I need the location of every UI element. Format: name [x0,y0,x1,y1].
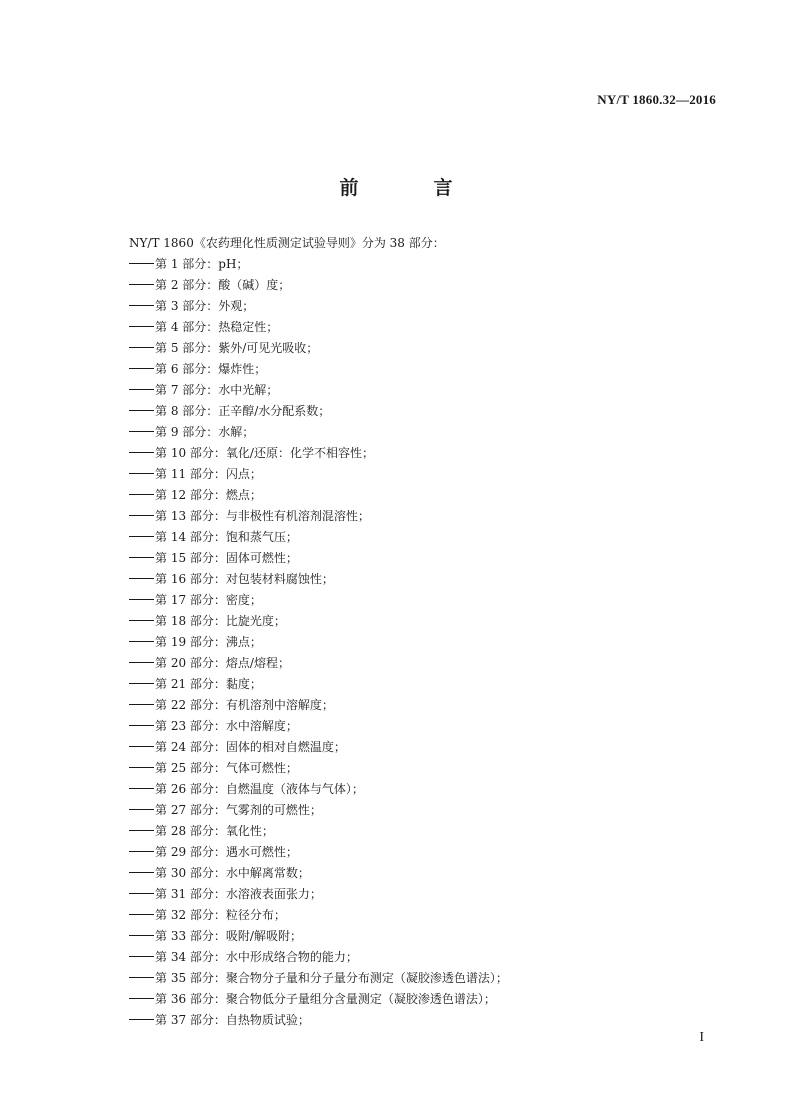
list-item-text: 第 17 部分：密度； [155,593,262,607]
list-item-text: 第 12 部分：燃点； [155,488,262,502]
em-dash-marker [129,1019,154,1020]
list-item-text: 第 28 部分：氧化性； [155,824,274,838]
list-item-text: 第 16 部分：对包装材料腐蚀性； [155,572,334,586]
list-item [129,422,709,443]
em-dash-marker [129,662,154,663]
list-item [129,338,709,359]
list-item [129,590,709,611]
list-item [129,464,709,485]
page-number: I [699,1030,704,1045]
list-item-text: 第 35 部分：聚合物分子量和分子量分布测定（凝胶渗透色谱法）； [155,971,508,985]
em-dash-marker [129,935,154,936]
intro-paragraph: NY/T 1860《农药理化性质测定试验导则》分为 38 部分： [129,236,445,250]
em-dash-marker [129,872,154,873]
em-dash-marker [129,767,154,768]
em-dash-marker [129,893,154,894]
list-item-text: 第 14 部分：饱和蒸气压； [155,530,298,544]
list-item [129,779,709,800]
list-item-text: 第 23 部分：水中溶解度； [155,719,298,733]
list-item-text: 第 1 部分：pH； [155,257,249,271]
em-dash-marker [129,998,154,999]
em-dash-marker [129,305,154,306]
list-item [129,1010,709,1031]
list-item [129,884,709,905]
em-dash-marker [129,473,154,474]
list-item [129,821,709,842]
list-item [129,758,709,779]
list-item [129,254,709,275]
list-item [129,653,709,674]
list-item [129,527,709,548]
em-dash-marker [129,683,154,684]
list-item-text: 第 15 部分：固体可燃性； [155,551,298,565]
list-item [129,632,709,653]
list-item-text: 第 33 部分：吸附/解吸附； [155,929,302,943]
em-dash-marker [129,746,154,747]
list-item [129,968,709,989]
list-item-text: 第 26 部分：自燃温度（液体与气体）； [155,782,364,796]
em-dash-marker [129,284,154,285]
list-item [129,716,709,737]
list-item-text: 第 5 部分：紫外/可见光吸收； [155,341,319,355]
list-item [129,380,709,401]
list-item [129,275,709,296]
list-item [129,800,709,821]
standard-code: NY/T 1860.32—2016 [597,92,716,107]
list-item [129,989,709,1010]
list-item-text: 第 8 部分：正辛醇/水分配系数； [155,404,331,418]
em-dash-marker [129,431,154,432]
list-item [129,296,709,317]
page-title: 前 言 [339,177,481,199]
list-item [129,359,709,380]
list-item [129,674,709,695]
list-item-text: 第 24 部分：固体的相对自燃温度； [155,740,346,754]
em-dash-marker [129,620,154,621]
em-dash-marker [129,977,154,978]
em-dash-marker [129,704,154,705]
em-dash-marker [129,368,154,369]
list-item-text: 第 19 部分：沸点； [155,635,262,649]
list-item-text: 第 13 部分：与非极性有机溶剂混溶性； [155,509,370,523]
em-dash-marker [129,956,154,957]
list-item-text: 第 30 部分：水中解离常数； [155,866,310,880]
list-item-text: 第 3 部分：外观； [155,299,255,313]
list-item [129,506,709,527]
list-item-text: 第 27 部分：气雾剂的可燃性； [155,803,322,817]
em-dash-marker [129,641,154,642]
list-item [129,611,709,632]
list-item-text: 第 4 部分：热稳定性； [155,320,279,334]
document-body [129,233,709,1031]
list-item-text: 第 29 部分：遇水可燃性； [155,845,298,859]
list-item-text: 第 34 部分：水中形成络合物的能力； [155,950,358,964]
list-item-text: 第 7 部分：水中光解； [155,383,279,397]
em-dash-marker [129,536,154,537]
list-item [129,569,709,590]
list-item-text: 第 2 部分：酸（碱）度； [155,278,291,292]
em-dash-marker [129,389,154,390]
em-dash-marker [129,599,154,600]
list-item [129,926,709,947]
list-item-text: 第 36 部分：聚合物低分子量组分含量测定（凝胶渗透色谱法）； [155,992,496,1006]
list-item [129,548,709,569]
em-dash-marker [129,851,154,852]
em-dash-marker [129,347,154,348]
list-item [129,695,709,716]
em-dash-marker [129,557,154,558]
list-item-text: 第 10 部分：氧化/还原：化学不相容性； [155,446,374,460]
list-item-text: 第 25 部分：气体可燃性； [155,761,298,775]
list-item-text: 第 31 部分：水溶液表面张力； [155,887,322,901]
list-item-text: 第 32 部分：粒径分布； [155,908,286,922]
em-dash-marker [129,452,154,453]
list-item-text: 第 37 部分：自热物质试验； [155,1013,310,1027]
em-dash-marker [129,263,154,264]
list-item [129,401,709,422]
list-item [129,737,709,758]
em-dash-marker [129,410,154,411]
em-dash-marker [129,725,154,726]
em-dash-marker [129,578,154,579]
list-item [129,863,709,884]
list-item-text: 第 18 部分：比旋光度； [155,614,286,628]
list-item-text: 第 6 部分：爆炸性； [155,362,267,376]
list-item [129,905,709,926]
parts-list [129,254,709,1031]
list-item-text: 第 9 部分：水解； [155,425,255,439]
list-item-text: 第 21 部分：黏度； [155,677,262,691]
list-item [129,842,709,863]
em-dash-marker [129,788,154,789]
em-dash-marker [129,515,154,516]
em-dash-marker [129,809,154,810]
list-item [129,443,709,464]
em-dash-marker [129,494,154,495]
em-dash-marker [129,914,154,915]
em-dash-marker [129,326,154,327]
em-dash-marker [129,830,154,831]
list-item [129,485,709,506]
list-item [129,317,709,338]
list-item [129,947,709,968]
list-item-text: 第 20 部分：熔点/熔程； [155,656,290,670]
list-item-text: 第 11 部分：闪点； [155,467,262,481]
list-item-text: 第 22 部分：有机溶剂中溶解度； [155,698,334,712]
